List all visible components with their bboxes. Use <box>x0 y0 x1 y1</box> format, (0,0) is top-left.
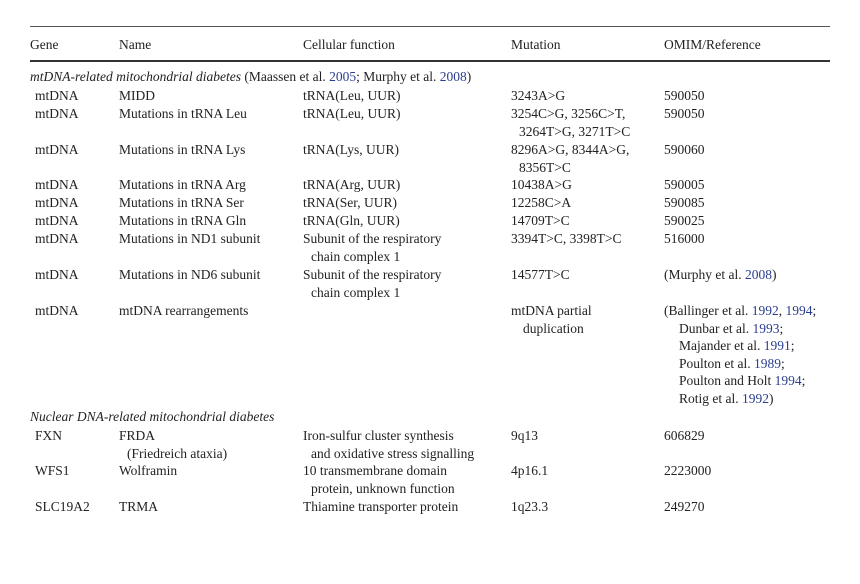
ref-text: ; <box>781 355 785 371</box>
cell-omim: 590005 <box>664 177 705 192</box>
cell-name: Mutations in ND1 subunit <box>119 231 261 246</box>
cell-function <box>303 427 474 462</box>
cell-omim: 590025 <box>664 213 705 228</box>
cell-gene: FXN <box>35 428 63 443</box>
cell-omim <box>664 266 776 284</box>
section-nuclear-title: Nuclear DNA-related mitochondrial diabetes <box>30 409 275 424</box>
cell-gene: mtDNA <box>35 106 79 121</box>
ref-link[interactable]: 1992 <box>751 303 779 318</box>
cell-name <box>119 427 227 462</box>
ref-text: (Ballinger et al. <box>664 303 752 318</box>
cell-mutation: 14577T>C <box>511 267 570 282</box>
cell-name: Mutations in tRNA Arg <box>119 177 246 192</box>
ref-link[interactable]: 1994 <box>785 303 813 318</box>
cell-mutation: 3243A>G <box>511 88 566 103</box>
cell-function: tRNA(Lys, UUR) <box>303 142 400 157</box>
mutation-line: mtDNA partial <box>511 303 592 318</box>
section-ref-text: (Maassen et al. <box>240 69 330 84</box>
cell-omim-refs <box>664 302 816 408</box>
cell-mutation: 1q23.3 <box>511 499 549 514</box>
function-line: Subunit of the respiratory <box>303 267 442 282</box>
cell-gene: WFS1 <box>35 463 70 478</box>
name-line: (Friedreich ataxia) <box>127 445 228 461</box>
cell-name: Wolframin <box>119 463 178 478</box>
section-mtdna-title <box>30 68 471 85</box>
cell-name: Mutations in tRNA Gln <box>119 213 247 228</box>
cell-gene: mtDNA <box>35 88 79 103</box>
ref-link[interactable]: 1989 <box>754 355 781 371</box>
ref-text: ) <box>769 390 774 406</box>
cell-omim: 590050 <box>664 88 705 103</box>
cell-omim: 2223000 <box>664 463 712 478</box>
ref-link[interactable]: 1992 <box>742 390 769 406</box>
cell-mutation <box>511 105 630 140</box>
ref-link[interactable]: 2005 <box>329 69 357 84</box>
mutation-line: 3254C>G, 3256C>T, <box>511 106 626 121</box>
cell-function: tRNA(Ser, UUR) <box>303 195 397 210</box>
cell-function: tRNA(Leu, UUR) <box>303 106 401 121</box>
cell-gene: mtDNA <box>35 177 79 192</box>
cell-gene: SLC19A2 <box>35 499 90 514</box>
ref-text: Poulton and Holt <box>679 373 775 389</box>
cell-function <box>303 266 441 301</box>
cell-omim: 590085 <box>664 195 705 210</box>
mutation-line: duplication <box>523 320 584 336</box>
section-ref-text: ) <box>466 69 472 84</box>
section-ref-text: ; Murphy et al. <box>356 69 440 84</box>
ref-text: Majander et al. <box>679 338 764 354</box>
ref-link[interactable]: 1994 <box>774 373 802 389</box>
cell-name: TRMA <box>119 499 159 514</box>
ref-text: , <box>778 303 786 318</box>
cell-name: Mutations in tRNA Lys <box>119 142 246 157</box>
function-line: protein, unknown function <box>311 480 455 496</box>
ref-link[interactable]: 1993 <box>752 320 780 336</box>
ref-link[interactable]: 1991 <box>763 338 791 354</box>
header-omim: OMIM/Reference <box>664 37 761 52</box>
cell-mutation <box>511 302 592 337</box>
cell-mutation <box>511 141 629 176</box>
cell-mutation: 4p16.1 <box>511 463 549 478</box>
name-line: FRDA <box>119 428 156 443</box>
function-line: chain complex 1 <box>311 284 401 300</box>
cell-omim: 590050 <box>664 106 705 121</box>
cell-omim: 516000 <box>664 231 705 246</box>
cell-function: Thiamine transporter protein <box>303 499 459 514</box>
ref-link[interactable]: 2008 <box>744 267 772 282</box>
function-line: and oxidative stress signalling <box>311 445 475 461</box>
mutation-line: 8356T>C <box>519 159 571 175</box>
header-function: Cellular function <box>303 37 395 52</box>
header-mutation: Mutation <box>511 37 561 52</box>
cell-mutation: 9q13 <box>511 428 538 443</box>
cell-mutation: 12258C>A <box>511 195 572 210</box>
function-line: chain complex 1 <box>311 248 401 264</box>
cell-name: MIDD <box>119 88 155 103</box>
ref-text: Poulton et al. <box>679 355 754 371</box>
cell-gene: mtDNA <box>35 195 79 210</box>
ref-line <box>664 390 816 408</box>
section-title-text: mtDNA-related mitochondrial diabetes <box>30 69 241 84</box>
cell-name: mtDNA rearrangements <box>119 303 249 318</box>
function-line: Subunit of the respiratory <box>303 231 442 246</box>
ref-text: ) <box>771 267 777 282</box>
cell-omim: 606829 <box>664 428 705 443</box>
function-line: 10 transmembrane domain <box>303 463 447 478</box>
top-rule <box>30 26 830 27</box>
mutation-line: 3264T>G, 3271T>C <box>519 123 631 139</box>
cell-function: tRNA(Gln, UUR) <box>303 213 400 228</box>
ref-text: (Murphy et al. <box>664 267 745 282</box>
cell-mutation: 10438A>G <box>511 177 572 192</box>
ref-line <box>664 372 816 390</box>
header-rule <box>30 60 830 62</box>
header-name: Name <box>119 37 152 52</box>
cell-function <box>303 462 455 497</box>
ref-text: ; <box>801 373 806 389</box>
cell-name: Mutations in tRNA Leu <box>119 106 247 121</box>
cell-name: Mutations in tRNA Ser <box>119 195 244 210</box>
cell-mutation: 14709T>C <box>511 213 570 228</box>
cell-name: Mutations in ND6 subunit <box>119 267 261 282</box>
cell-gene: mtDNA <box>35 267 79 282</box>
ref-text: ; <box>790 338 795 354</box>
cell-gene: mtDNA <box>35 142 79 157</box>
ref-text: Dunbar et al. <box>679 320 753 336</box>
cell-function <box>303 230 441 265</box>
cell-mutation: 3394T>C, 3398T>C <box>511 231 622 246</box>
ref-line <box>664 355 816 373</box>
cell-omim: 590060 <box>664 142 705 157</box>
ref-line <box>664 320 816 338</box>
cell-omim: 249270 <box>664 499 705 514</box>
ref-text: ; <box>812 303 817 318</box>
cell-gene: mtDNA <box>35 231 79 246</box>
ref-line <box>664 302 816 320</box>
mutation-line: 8296A>G, 8344A>G, <box>511 142 630 157</box>
cell-gene: mtDNA <box>35 213 79 228</box>
function-line: Iron-sulfur cluster synthesis <box>303 428 454 443</box>
ref-text: ; <box>779 320 784 336</box>
ref-text: Rotig et al. <box>679 390 742 406</box>
ref-link[interactable]: 2008 <box>439 69 467 84</box>
cell-gene: mtDNA <box>35 303 79 318</box>
cell-function: tRNA(Arg, UUR) <box>303 177 401 192</box>
cell-function: tRNA(Leu, UUR) <box>303 88 401 103</box>
ref-line <box>664 337 816 355</box>
header-gene: Gene <box>30 37 59 52</box>
